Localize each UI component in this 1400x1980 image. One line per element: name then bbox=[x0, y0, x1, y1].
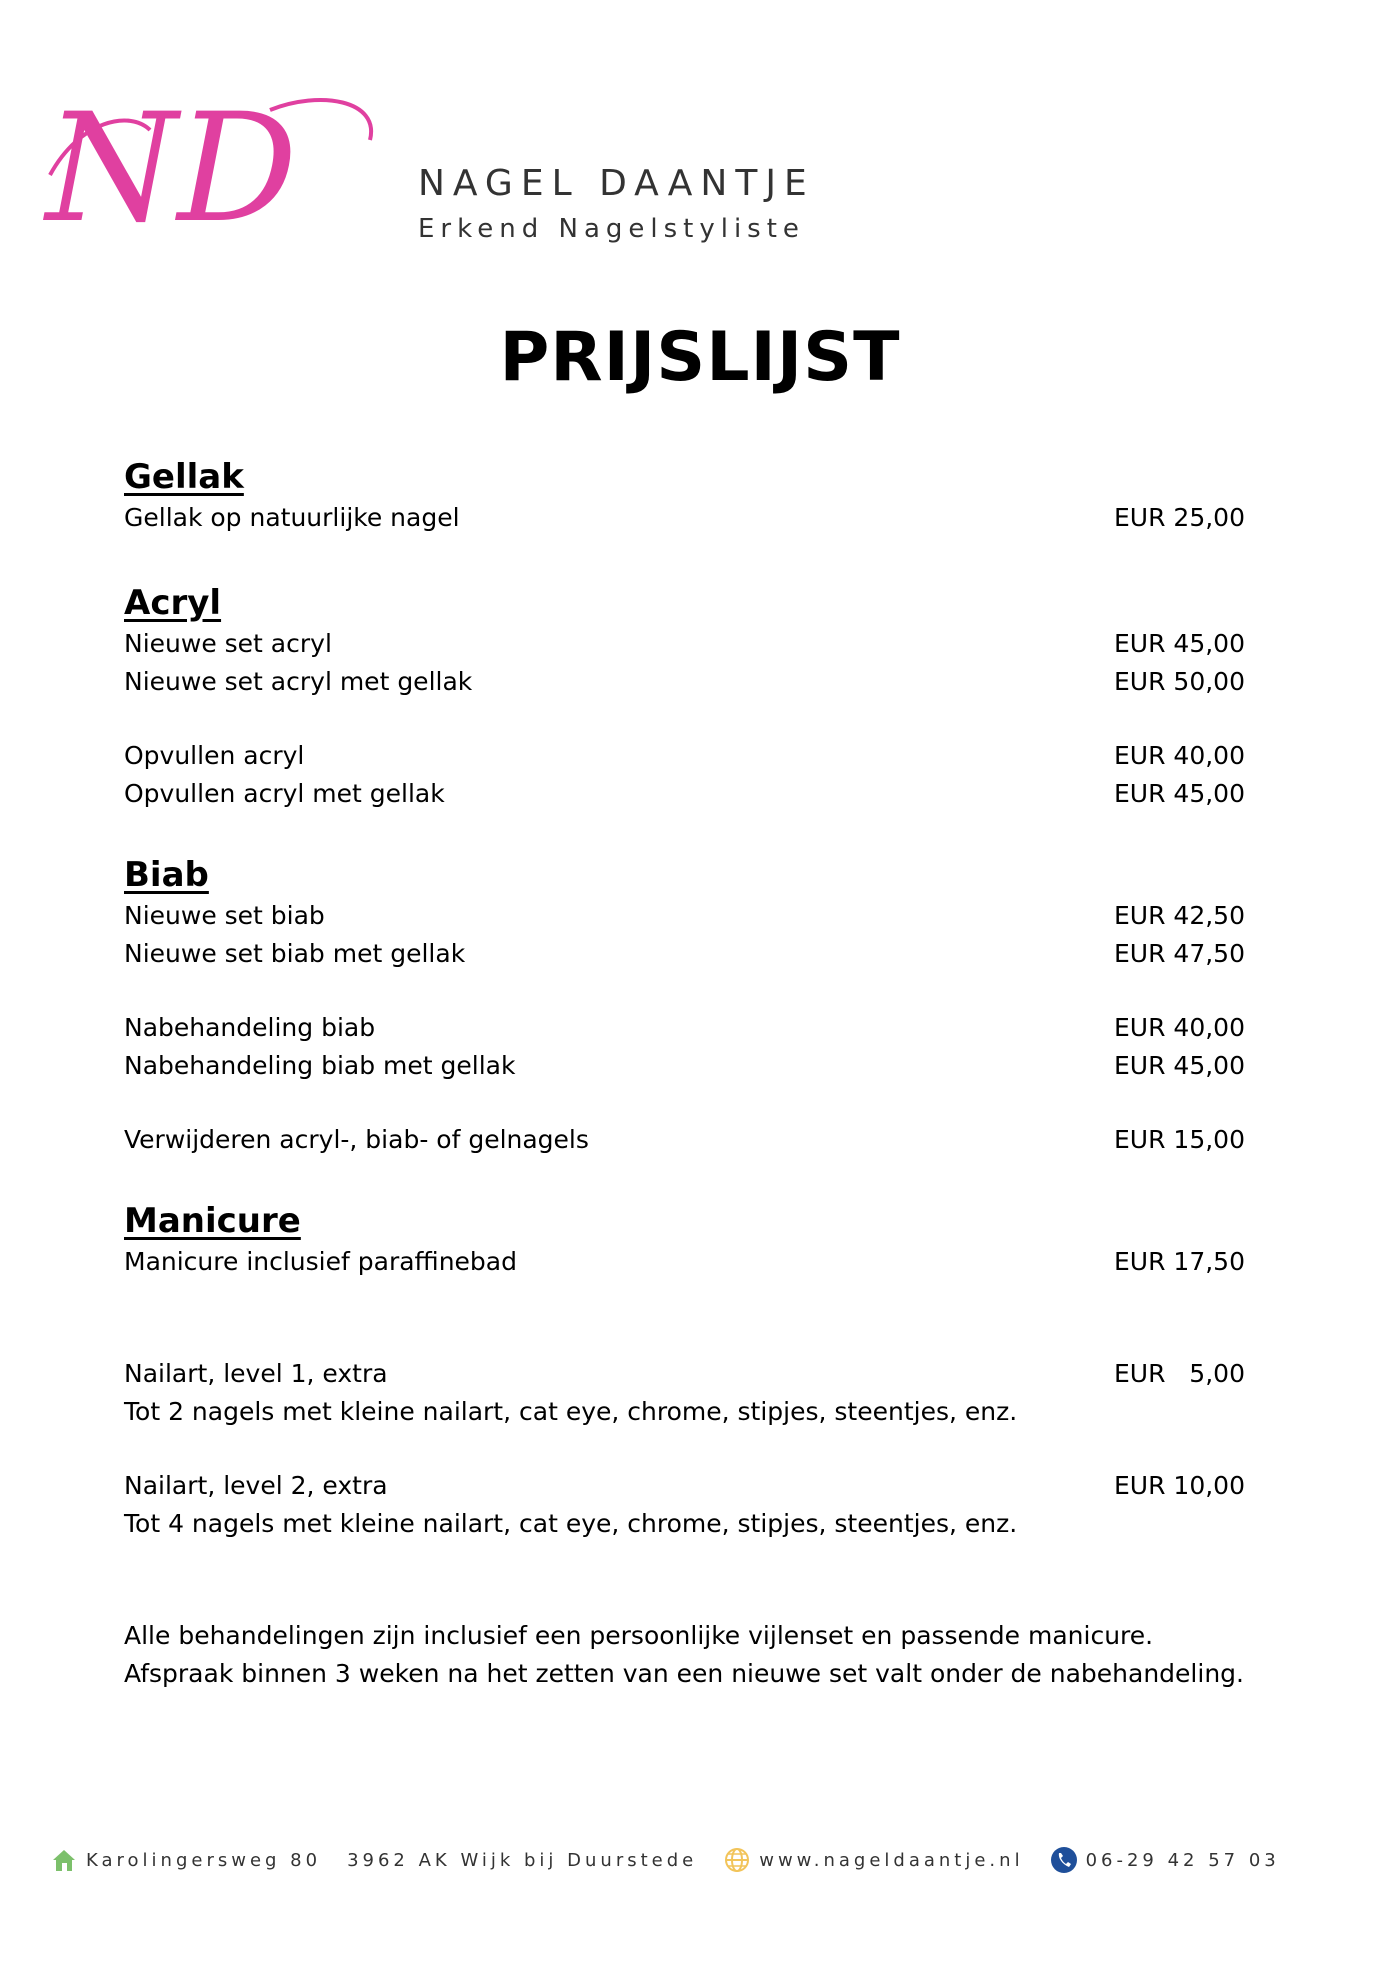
footer-address: Karolingersweg 80 bbox=[86, 1849, 322, 1871]
item-label: Nailart, level 2, extra bbox=[124, 1471, 388, 1500]
item-price: EUR 17,50 bbox=[1114, 1247, 1245, 1276]
item-label: Manicure inclusief paraffinebad bbox=[124, 1247, 517, 1276]
item-label: Opvullen acryl met gellak bbox=[124, 779, 445, 808]
section-title-gellak: Gellak bbox=[124, 457, 244, 497]
price-row-nailart-2 bbox=[124, 1467, 1264, 1505]
item-label: Gellak op natuurlijke nagel bbox=[124, 503, 460, 532]
note-line: Alle behandelingen zijn inclusief een persoonlijke vijlenset en passende manicure. bbox=[124, 1621, 1154, 1650]
item-label: Opvullen acryl bbox=[124, 741, 305, 770]
price-row bbox=[124, 663, 1264, 701]
item-price: EUR 45,00 bbox=[1114, 1051, 1245, 1080]
item-label: Nieuwe set acryl met gellak bbox=[124, 667, 473, 696]
item-description: Tot 2 nagels met kleine nailart, cat eye, chrome, stipjes, steentjes, enz. bbox=[124, 1397, 1018, 1426]
price-row bbox=[124, 625, 1264, 663]
item-price: EUR 5,00 bbox=[1114, 1359, 1245, 1388]
note-line: Afspraak binnen 3 weken na het zetten van een nieuwe set valt onder de nabehandeling. bbox=[124, 1659, 1244, 1688]
item-label: Nieuwe set biab met gellak bbox=[124, 939, 466, 968]
item-label: Verwijderen acryl-, biab- of gelnagels bbox=[124, 1125, 589, 1154]
footer-city: 3962 AK Wijk bij Duurstede bbox=[347, 1849, 698, 1871]
footer-phone[interactable]: 06-29 42 57 03 bbox=[1085, 1849, 1280, 1871]
globe-icon bbox=[723, 1846, 751, 1874]
price-row bbox=[124, 737, 1264, 775]
logo-initials: ND bbox=[46, 82, 298, 250]
item-price: EUR 40,00 bbox=[1114, 741, 1245, 770]
item-price: EUR 47,50 bbox=[1114, 939, 1245, 968]
price-row bbox=[124, 1243, 1264, 1281]
price-row bbox=[124, 935, 1264, 973]
item-price: EUR 50,00 bbox=[1114, 667, 1245, 696]
item-label: Nabehandeling biab bbox=[124, 1013, 376, 1042]
price-row bbox=[124, 1009, 1264, 1047]
brand-block bbox=[418, 160, 815, 248]
item-price: EUR 10,00 bbox=[1114, 1471, 1245, 1500]
phone-icon bbox=[1050, 1846, 1078, 1874]
brand-logo bbox=[40, 80, 400, 250]
price-row-nailart-1 bbox=[124, 1355, 1264, 1393]
section-title-biab: Biab bbox=[124, 855, 209, 895]
brand-name: NAGEL DAANTJE bbox=[418, 163, 815, 204]
item-price: EUR 25,00 bbox=[1114, 503, 1245, 532]
price-row bbox=[124, 1121, 1264, 1159]
home-icon bbox=[50, 1846, 78, 1874]
item-description: Tot 4 nagels met kleine nailart, cat eye, chrome, stipjes, steentjes, enz. bbox=[124, 1509, 1018, 1538]
item-price: EUR 40,00 bbox=[1114, 1013, 1245, 1042]
item-label: Nieuwe set acryl bbox=[124, 629, 332, 658]
footer-website[interactable]: www.nageldaantje.nl bbox=[759, 1849, 1024, 1871]
price-row bbox=[124, 775, 1264, 813]
footer-contact bbox=[50, 1840, 1370, 1880]
section-title-manicure: Manicure bbox=[124, 1201, 301, 1241]
item-price: EUR 42,50 bbox=[1114, 901, 1245, 930]
item-label: Nailart, level 1, extra bbox=[124, 1359, 388, 1388]
item-label: Nieuwe set biab bbox=[124, 901, 325, 930]
item-price: EUR 15,00 bbox=[1114, 1125, 1245, 1154]
price-row bbox=[124, 1047, 1264, 1085]
item-price: EUR 45,00 bbox=[1114, 629, 1245, 658]
price-row bbox=[124, 499, 1264, 537]
price-row bbox=[124, 897, 1264, 935]
item-label: Nabehandeling biab met gellak bbox=[124, 1051, 516, 1080]
price-list bbox=[124, 455, 1264, 1693]
section-title-acryl: Acryl bbox=[124, 583, 222, 623]
item-price: EUR 45,00 bbox=[1114, 779, 1245, 808]
brand-subtitle: Erkend Nagelstyliste bbox=[418, 214, 805, 244]
page-title: PRIJSLIJST bbox=[499, 318, 901, 397]
